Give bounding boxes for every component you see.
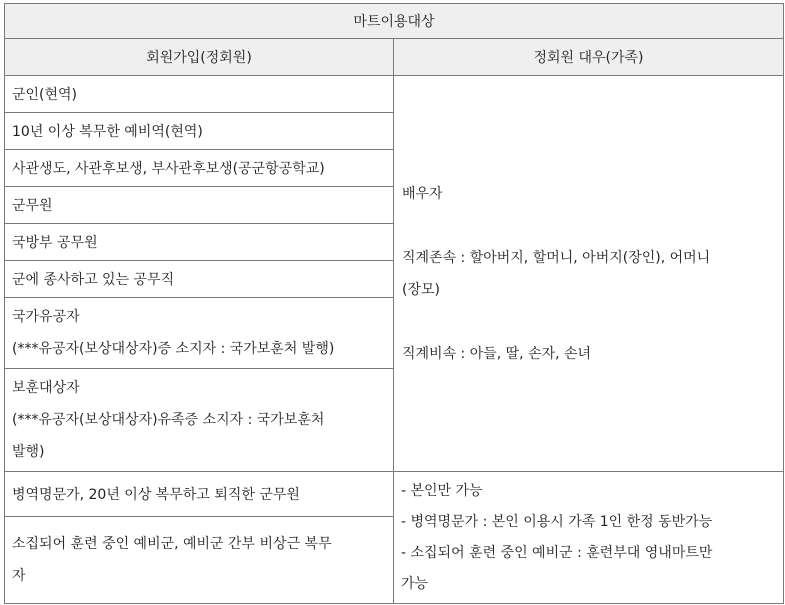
other-subtext: 자	[12, 568, 26, 584]
member-text: 국방부 공무원	[12, 235, 98, 251]
ascendant-text-2: (장모)	[402, 281, 440, 298]
other-text: 병역명문가, 20년 이상 복무하고 퇴직한 군무원	[12, 487, 300, 503]
spouse-text: 배우자	[402, 185, 443, 202]
column-header-family: 정회원 대우(가족)	[394, 39, 784, 76]
member-row	[5, 187, 394, 224]
member-text: 군무원	[12, 198, 53, 214]
column-header-membership: 회원가입(정회원)	[5, 39, 394, 76]
other-text: 소집되어 훈련 중인 예비군, 예비군 간부 비상근 복무	[12, 536, 332, 552]
member-row	[5, 76, 394, 113]
note-text: - 소집되어 훈련 중인 예비군 : 훈련부대 영내마트만	[401, 544, 713, 561]
member-row	[5, 261, 394, 298]
note-text: 가능	[401, 575, 429, 592]
mart-eligibility-table	[4, 3, 784, 604]
member-row	[5, 113, 394, 150]
other-row	[5, 517, 394, 604]
note-text: - 병역명문가 : 본인 이용시 가족 1인 한정 동반가능	[401, 513, 713, 530]
descendant-text: 직계비속 : 아들, 딸, 손자, 손녀	[402, 345, 592, 362]
member-subtext: (***유공자(보상대상자)유족증 소지자 : 국가보훈처	[12, 412, 325, 428]
family-eligibility-cell	[394, 76, 784, 472]
member-text: 국가유공자	[12, 309, 80, 325]
member-row	[5, 150, 394, 187]
member-text: 군에 종사하고 있는 공무직	[12, 272, 175, 288]
member-text: 군인(현역)	[12, 87, 78, 103]
member-row	[5, 369, 394, 472]
note-text: - 본인만 가능	[401, 482, 483, 499]
other-row	[5, 472, 394, 517]
table-title: 마트이용대상	[5, 4, 784, 39]
member-subtext: 발행)	[12, 444, 45, 460]
member-text: 10년 이상 복무한 예비역(현역)	[12, 124, 203, 140]
member-subtext: (***유공자(보상대상자)증 소지자 : 국가보훈처 발행)	[12, 341, 335, 357]
ascendant-text-1: 직계존속 : 할아버지, 할머니, 아버지(장인), 어머니	[402, 249, 711, 266]
member-row	[5, 224, 394, 261]
member-text: 보훈대상자	[12, 380, 80, 396]
member-row	[5, 298, 394, 369]
notes-cell	[394, 472, 784, 604]
member-text: 사관생도, 사관후보생, 부사관후보생(공군항공학교)	[12, 161, 325, 177]
